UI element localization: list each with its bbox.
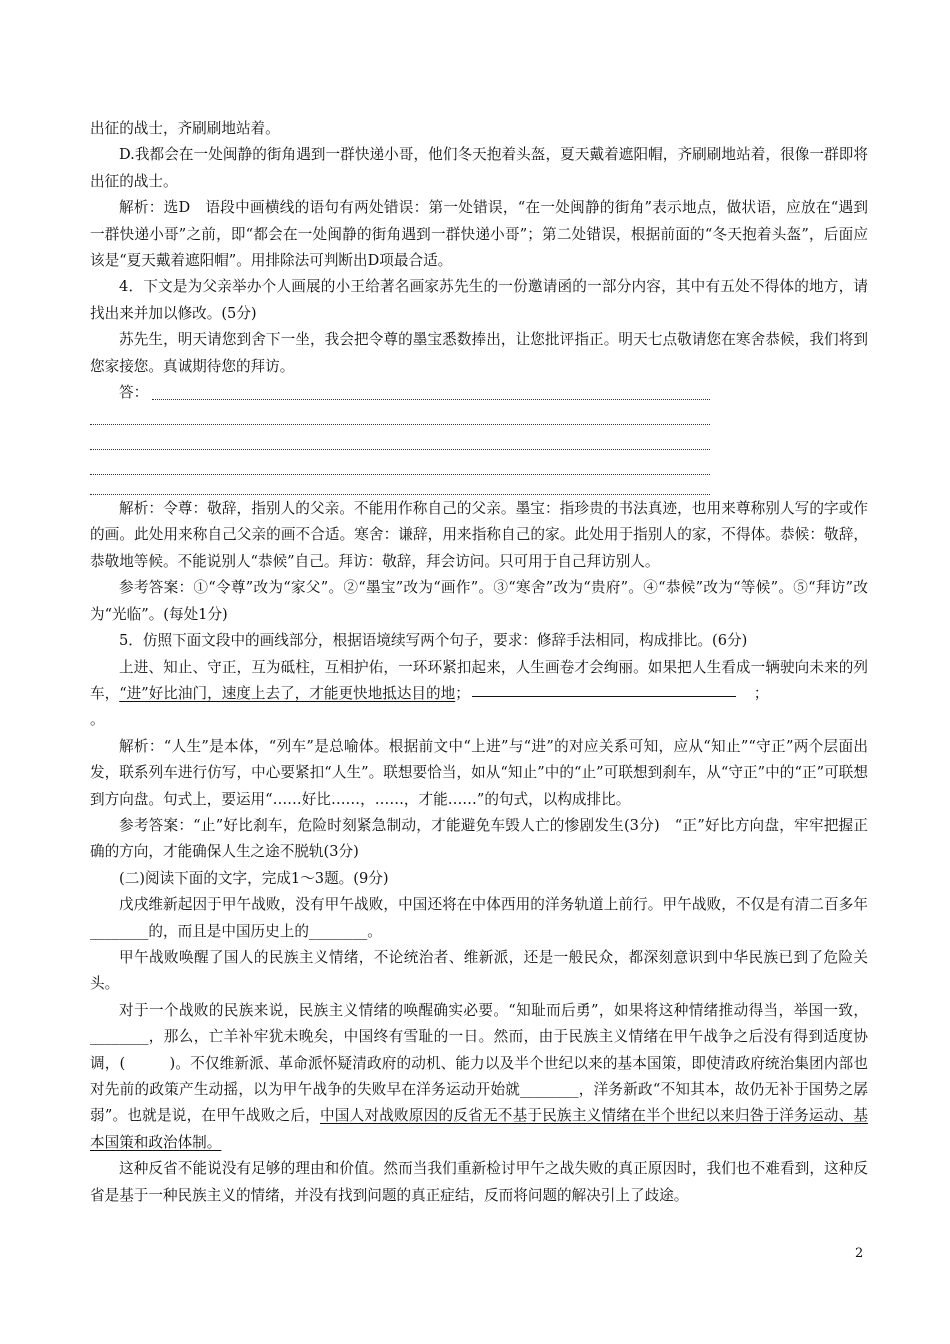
answer-line[interactable] [90,449,710,450]
question-5-semicolon-2: ； [753,684,769,702]
underlined-sentence: 中国人对战败原因的反省无不基于民族主义情绪在半个世纪以来归咎于洋务运动、基本国策和政治体制。 [90,1107,868,1151]
analysis-5: 解析：“人生”是本体，“列车”是总喻体。根据前文中“上进”与“进”的对应关系可知，应从“知止”“守正”两个层面出发，联系列车进行仿写，中心要紧扣“人生”。联想要恰当，如从“知止”中的“止”可联想到刹车，从“守正”中的“正”可联想到方向盘。句式上，要运用“……好比……，……，才能……”的句式，以构成排比。 [90,737,868,808]
analysis-4: 解析：令尊：敬辞，指别人的父亲。不能用作称自己的父亲。墨宝：指珍贵的书法真迹，也用来尊称别人写的字或作的画。此处用来称自己父亲的画不合适。寒舍：谦辞，用来指称自己的家。此处用于指别人的家，不得体。恭候：敬辞，恭敬地等候。不能说别人“恭候”自己。拜访：敬辞，拜会访问。只可用于自己拜访别人。 [90,500,868,570]
page-content [90,116,868,1209]
question-5-text [90,655,868,734]
answer-label: 答： [119,384,149,402]
underlined-sentence: “进”好比油门，速度上去了，才能更快地抵达目的地 [119,684,456,702]
question-5: 5．仿照下面文段中的画线部分，根据语境续写两个句子，要求：修辞手法相同，构成排比。(6分) [119,632,748,650]
answer-line[interactable] [152,399,710,400]
page-number: 2 [855,1246,864,1261]
reading-paragraph-4: 这种反省不能说没有足够的理由和价值。然而当我们重新检讨甲午之战失败的真正原因时，我们也不难看到，这种反省是基于一种民族主义的情绪，并没有找到问题的真正症结，反而将问题的解决引上了歧途。 [90,1160,868,1204]
question-4-text: 苏先生，明天请您到舍下一坐，我会把令尊的墨宝悉数捧出，让您批评指正。明天七点敬请您在寒舍恭候，我们将到您家接您。真诚期待您的拜访。 [90,331,868,375]
answer-line[interactable] [90,494,710,495]
option-d: D.我都会在一处闽静的街角遇到一群快递小哥，他们冬天抱着头盔，夏天戴着遮阳帽，齐刷刷地站着，很像一群即将出征的战士。 [90,146,868,190]
fill-blank[interactable] [472,695,736,697]
question-5-text-start: 上进、知止、守正，互为砥柱，互相护佑，一环环紧扣起来，人生画卷才会绚丽。如果把人生看成一辆驶向未来的列车， [90,658,868,702]
section-2-heading: (二)阅读下面的文字，完成1～3题。(9分) [119,869,389,887]
reading-paragraph-2: 甲午战败唤醒了国人的民族主义情绪，不论统治者、维新派，还是一般民众，都深刻意识到中华民族已到了危险关头。 [90,948,868,993]
analysis-3: 解析：选D 语段中画横线的语句有两处错误：第一处错误，“在一处闽静的街角”表示地点，做状语，应放在“遇到一群快递小哥”之前，即“都会在一处闽静的街角遇到一群快递小哥”；第二处错误，根据前面的“冬天抱着头盔”，后面应该是“夏天戴着遮阳帽”。用排除法可判断出D项最合适。 [90,199,868,270]
reference-answer-4: 参考答案：①“令尊”改为“家父”。②“墨宝”改为“画作”。③“寒舍”改为“贵府”。④“恭候”改为“等候”。⑤“拜访”改为“光临”。(每处1分) [90,579,868,623]
question-4: 4．下文是为父亲举办个人画展的小王给著名画家苏先生的一份邀请函的一部分内容，其中有五处不得体的地方，请找出来并加以修改。(5分) [90,278,868,322]
question-5-period: 。 [90,711,105,729]
reference-answer-5: 参考答案：“止”好比刹车，危险时刻紧急制动，才能避免车毁人亡的惨剧发生(3分) “正”好比方向盘，牢牢把握正确的方向，才能确保人生之途不脱轨(3分) [90,816,868,861]
paragraph-top: 出征的战士，齐刷刷地站着。 [90,120,280,137]
answer-line[interactable] [90,424,710,425]
reading-paragraph-1: 戊戌维新起因于甲午战败，没有甲午战败，中国还将在中体西用的洋务轨道上前行。甲午战败，不仅是有清二百多年________的，而且是中国历史上的________。 [90,896,868,940]
reading-paragraph-3-text: 对于一个战败的民族来说，民族主义情绪的唤醒确实必要。“知耻而后勇”，如果将这种情绪推动得当，举国一致，________，那么，亡羊补牢犹未晚矣，中国终有雪耻的一日。然而，由于民族主义情绪在甲午战争之后没有得到适度协调，( )。不仅维新派、革命派怀疑清政府的动机、能力以及半个世纪以来的基本国策，即使清政府统治集团内部也对先前的政策产生动摇，以为甲午战争的失败早在洋务运动开始就________，洋务新政“不知其本，故仍无补于国势之孱弱”。也就是说，在甲午战败之后， [90,1001,868,1125]
reading-paragraph-3 [90,998,868,1156]
answer-area [90,380,868,496]
answer-line[interactable] [90,474,710,475]
question-5-semicolon: ； [455,684,470,702]
